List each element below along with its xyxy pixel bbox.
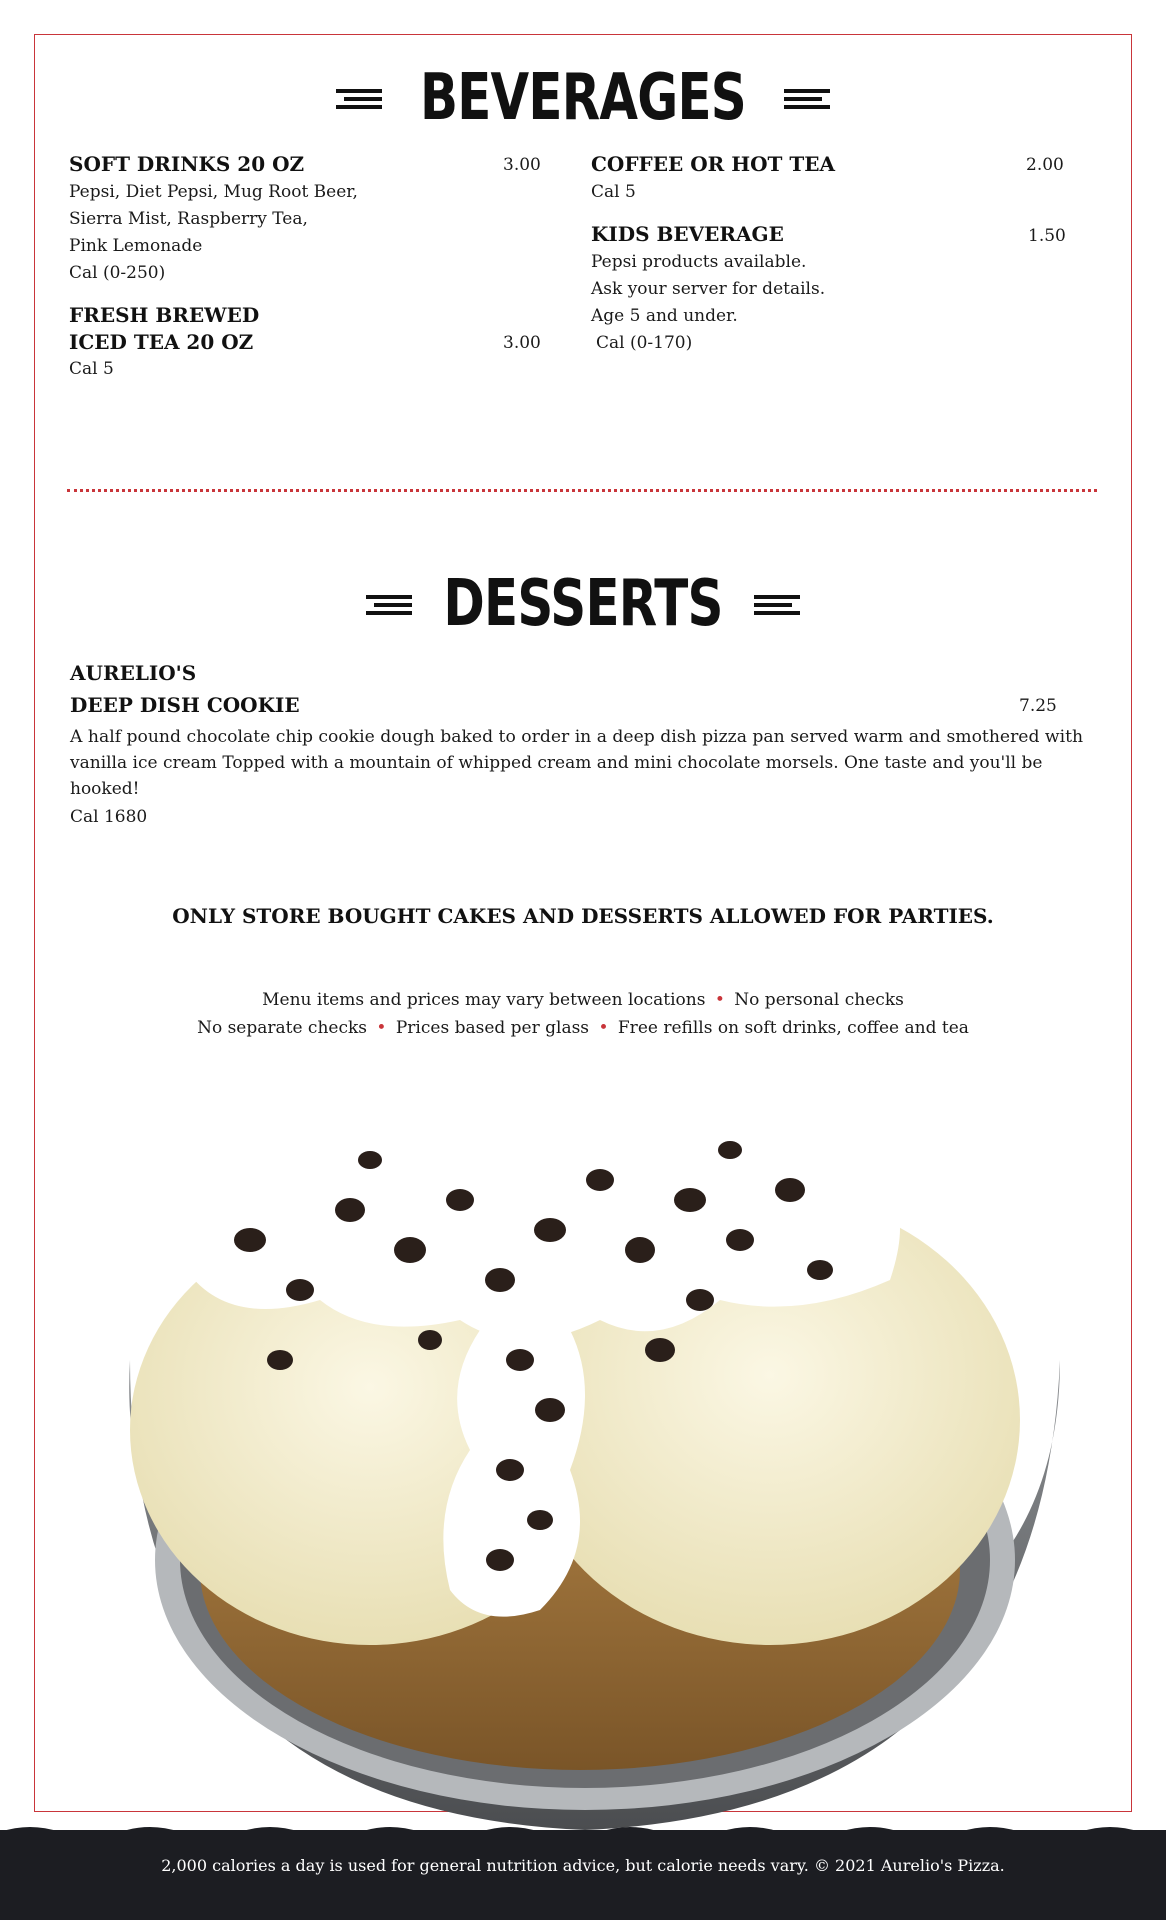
section-divider — [67, 489, 1097, 492]
bullet-icon: • — [376, 1018, 387, 1038]
iced-tea-name-2: ICED TEA 20 OZ — [69, 330, 254, 354]
fine-print-line-1 — [0, 990, 1166, 1010]
footer-disclaimer: 2,000 calories a day is used for general nutrition advice, but calorie needs vary. © 2021 Aurelio's Pizza. — [161, 1856, 1005, 1875]
beverages-title: BEVERAGES — [420, 61, 746, 135]
cookie-cal: Cal 1680 — [70, 807, 148, 827]
fine-print-text: Menu items and prices may vary between locations — [262, 990, 706, 1010]
cookie-name-1: AURELIO'S — [70, 661, 197, 685]
coffee-name: COFFEE OR HOT TEA — [591, 152, 836, 176]
kids-beverage-cal: Cal (0-170) — [596, 333, 693, 353]
cookie-desc-1: A half pound chocolate chip cookie dough baked to order in a deep dish pizza pan served warm and smothered with — [70, 727, 1084, 747]
soft-drinks-name: SOFT DRINKS 20 OZ — [69, 152, 305, 176]
bullet-icon: • — [598, 1018, 609, 1038]
kids-beverage-desc-1: Pepsi products available. — [591, 252, 807, 272]
triple-line-right-icon — [754, 589, 800, 619]
soft-drinks-price: 3.00 — [503, 155, 541, 175]
soft-drinks-desc-1: Pepsi, Diet Pepsi, Mug Root Beer, — [69, 182, 358, 202]
fine-print-text: No personal checks — [734, 990, 904, 1010]
fine-print-line-2 — [0, 1018, 1166, 1038]
desserts-title: DESSERTS — [443, 567, 723, 641]
coffee-price: 2.00 — [1026, 155, 1064, 175]
fine-print-text: No separate checks — [197, 1018, 368, 1038]
iced-tea-name-1: FRESH BREWED — [69, 303, 260, 327]
footer-bar — [0, 1830, 1166, 1920]
bullet-icon: • — [714, 990, 725, 1010]
triple-line-right-icon — [784, 83, 830, 113]
soft-drinks-cal: Cal (0-250) — [69, 263, 166, 283]
iced-tea-cal: Cal 5 — [69, 359, 114, 379]
party-notice: ONLY STORE BOUGHT CAKES AND DESSERTS ALLOWED FOR PARTIES. — [172, 904, 994, 928]
kids-beverage-desc-2: Ask your server for details. — [591, 279, 826, 299]
kids-beverage-desc-3: Age 5 and under. — [591, 306, 738, 326]
desserts-header — [0, 564, 1166, 644]
cookie-price: 7.25 — [1019, 696, 1057, 716]
soft-drinks-desc-3: Pink Lemonade — [69, 236, 203, 256]
coffee-cal: Cal 5 — [591, 182, 636, 202]
deep-dish-cookie-photo — [100, 1090, 1070, 1850]
cookie-desc-2: vanilla ice cream Topped with a mountain of whipped cream and mini chocolate morsels. One taste and you'll be — [70, 753, 1043, 773]
cookie-desc-3: hooked! — [70, 779, 140, 799]
triple-line-left-icon — [366, 589, 412, 619]
fine-print-text: Prices based per glass — [395, 1018, 590, 1038]
iced-tea-price: 3.00 — [503, 333, 541, 353]
kids-beverage-name: KIDS BEVERAGE — [591, 222, 784, 246]
fine-print-text: Free refills on soft drinks, coffee and tea — [617, 1018, 969, 1038]
beverages-header — [0, 58, 1166, 138]
triple-line-left-icon — [336, 83, 382, 113]
soft-drinks-desc-2: Sierra Mist, Raspberry Tea, — [69, 209, 308, 229]
kids-beverage-price: 1.50 — [1028, 226, 1066, 246]
cookie-name-2: DEEP DISH COOKIE — [70, 693, 300, 717]
